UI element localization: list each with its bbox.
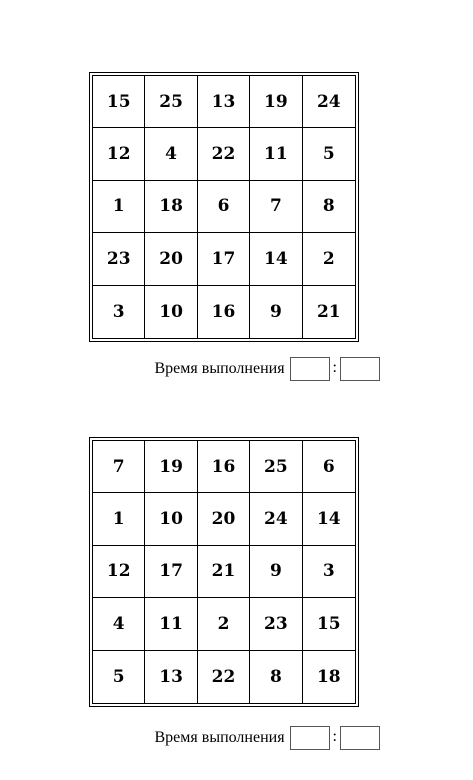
completion-time-row-1 [0, 356, 380, 382]
grid-cell[interactable]: 20 [198, 493, 250, 545]
grid-cell[interactable]: 23 [93, 233, 145, 285]
grid-cell[interactable]: 1 [93, 493, 145, 545]
grid-cell[interactable]: 14 [303, 493, 355, 545]
grid-cell[interactable]: 10 [145, 286, 197, 338]
grid-cell[interactable]: 7 [93, 441, 145, 493]
seconds-input[interactable] [340, 726, 380, 750]
time-separator: : [332, 359, 337, 376]
grid-cell[interactable]: 23 [250, 598, 302, 650]
grid-cell[interactable]: 24 [250, 493, 302, 545]
number-grid [92, 440, 356, 704]
grid-cell[interactable]: 20 [145, 233, 197, 285]
grid-cell[interactable]: 16 [198, 286, 250, 338]
grid-cell[interactable]: 21 [198, 546, 250, 598]
grid-cell[interactable]: 9 [250, 286, 302, 338]
grid-cell[interactable]: 16 [198, 441, 250, 493]
grid-cell[interactable]: 24 [303, 76, 355, 128]
grid-cell[interactable]: 5 [303, 128, 355, 180]
completion-time-row-2 [0, 725, 380, 751]
minutes-input[interactable] [290, 726, 330, 750]
grid-cell[interactable]: 25 [145, 76, 197, 128]
grid-cell[interactable]: 6 [198, 181, 250, 233]
grid-cell[interactable]: 14 [250, 233, 302, 285]
grid-cell[interactable]: 15 [303, 598, 355, 650]
grid-cell[interactable]: 9 [250, 546, 302, 598]
grid-cell[interactable]: 2 [303, 233, 355, 285]
grid-cell[interactable]: 2 [198, 598, 250, 650]
grid-cell[interactable]: 12 [93, 128, 145, 180]
grid-cell[interactable]: 13 [198, 76, 250, 128]
completion-time-label: Время выполнения [154, 360, 285, 377]
grid-cell[interactable]: 19 [145, 441, 197, 493]
grid-cell[interactable]: 8 [303, 181, 355, 233]
grid-cell[interactable]: 8 [250, 651, 302, 703]
minutes-input[interactable] [290, 357, 330, 381]
grid-cell[interactable]: 6 [303, 441, 355, 493]
seconds-input[interactable] [340, 357, 380, 381]
grid-cell[interactable]: 4 [93, 598, 145, 650]
grid-cell[interactable]: 7 [250, 181, 302, 233]
grid-cell[interactable]: 13 [145, 651, 197, 703]
grid-cell[interactable]: 10 [145, 493, 197, 545]
grid-cell[interactable]: 15 [93, 76, 145, 128]
schulte-table-1 [89, 72, 359, 342]
grid-cell[interactable]: 5 [93, 651, 145, 703]
grid-cell[interactable]: 22 [198, 651, 250, 703]
grid-cell[interactable]: 11 [250, 128, 302, 180]
grid-cell[interactable]: 25 [250, 441, 302, 493]
grid-cell[interactable]: 1 [93, 181, 145, 233]
grid-cell[interactable]: 18 [145, 181, 197, 233]
grid-cell[interactable]: 17 [145, 546, 197, 598]
grid-cell[interactable]: 21 [316, 301, 341, 322]
schulte-table-2 [89, 437, 359, 707]
grid-cell[interactable]: 19 [250, 76, 302, 128]
number-grid [92, 75, 356, 339]
grid-cell[interactable]: 12 [93, 546, 145, 598]
completion-time-label: Время выполнения [154, 729, 285, 746]
grid-cell[interactable]: 11 [145, 598, 197, 650]
time-separator: : [332, 728, 337, 745]
grid-cell[interactable]: 17 [198, 233, 250, 285]
grid-cell[interactable]: 3 [93, 286, 145, 338]
grid-cell[interactable]: 4 [145, 128, 197, 180]
grid-cell[interactable]: 18 [316, 666, 341, 687]
grid-cell[interactable]: 3 [303, 546, 355, 598]
grid-cell[interactable]: 22 [198, 128, 250, 180]
